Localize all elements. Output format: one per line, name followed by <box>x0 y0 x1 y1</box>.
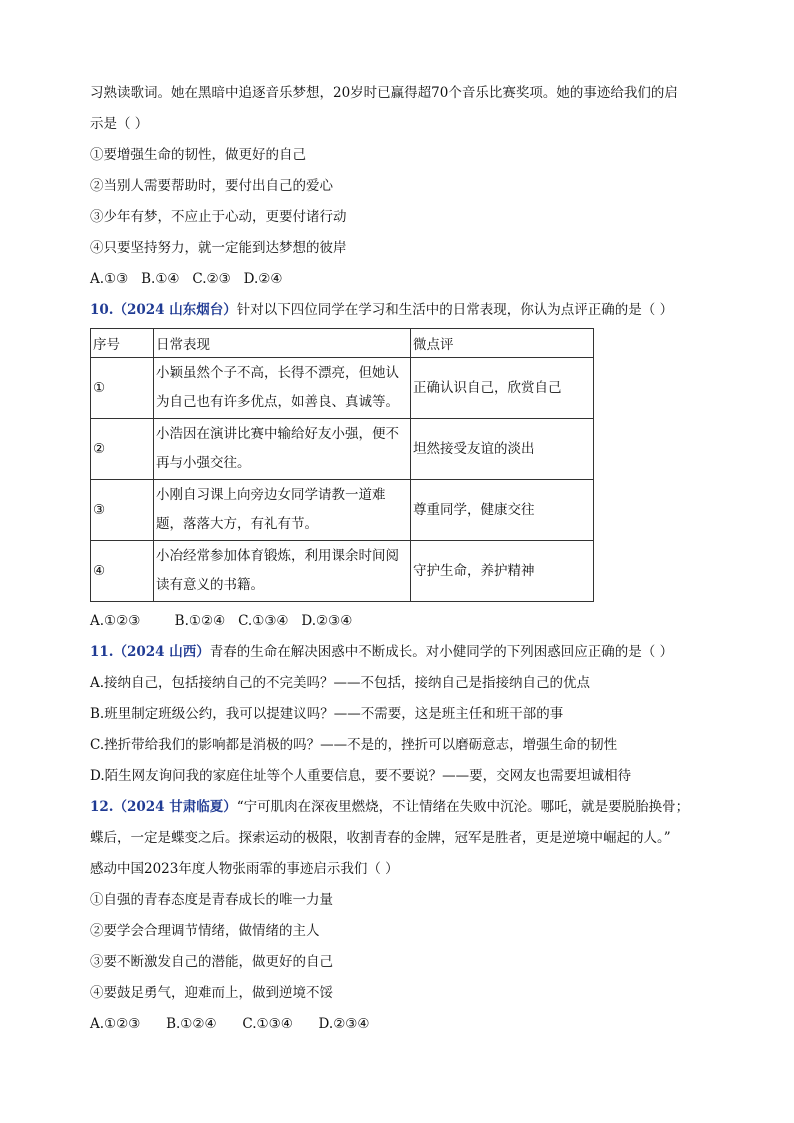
q10-source: （2024 山东烟台） <box>113 302 237 318</box>
q9-item-4: ④只要坚持努力，就一定能到达梦想的彼岸 <box>90 240 347 256</box>
table-row <box>91 358 594 419</box>
q11-header <box>90 637 720 668</box>
row-index: ③ <box>91 480 154 541</box>
row-comment: 尊重同学，健康交往 <box>411 480 594 541</box>
row-behavior: 小刚自习课上向旁边女同学请教一道难题，落落大方，有礼有节。 <box>154 480 411 541</box>
question-11 <box>90 637 720 792</box>
q12-stem-line1: “宁可肌肉在深夜里燃烧，不让情绪在失败中沉沦。哪吒，就是要脱胎换骨； <box>236 799 690 815</box>
row-index: ② <box>91 419 154 480</box>
header-index: 序号 <box>91 329 154 358</box>
row-index: ④ <box>91 541 154 602</box>
q11-choice-a: A.接纳自己，包括接纳自己的不完美吗？——不包括，接纳自己是指接纳自己的优点 <box>90 675 591 691</box>
q11-number: 11. <box>90 644 114 660</box>
question-10 <box>90 295 720 637</box>
row-index: ① <box>91 358 154 419</box>
row-behavior: 小冶经常参加体育锻炼，利用课余时间阅读有意义的书籍。 <box>154 541 411 602</box>
q10-options: A.①②③ B.①②④ C.①③④ D.②③④ <box>90 613 353 629</box>
question-12 <box>90 792 720 1040</box>
q9-item-3: ③少年有梦，不应止于心动，更要付诸行动 <box>90 209 347 225</box>
q10-header <box>90 295 720 326</box>
q9-item-2: ②当别人需要帮助时，要付出自己的爱心 <box>90 178 333 194</box>
q12-source: （2024 甘肃临夏） <box>113 799 237 815</box>
q12-number: 12. <box>90 799 114 815</box>
q12-header <box>90 792 720 823</box>
table-header-row <box>91 329 594 358</box>
row-comment: 正确认识自己，欣赏自己 <box>411 358 594 419</box>
q9-item-1: ①要增强生命的韧性，做更好的自己 <box>90 147 306 163</box>
q9-text-line1: 习熟读歌词。她在黑暗中追逐音乐梦想，20岁时已赢得超70个音乐比赛奖项。她的事迹给我们的启 <box>90 85 678 101</box>
q12-item-3: ③要不断激发自己的潜能，做更好的自己 <box>90 954 333 970</box>
q12-item-4: ④要鼓足勇气，迎难而上，做到逆境不馁 <box>90 985 333 1001</box>
q11-choice-b: B.班里制定班级公约，我可以提建议吗？——不需要，这是班主任和班干部的事 <box>90 706 564 722</box>
q10-table <box>90 328 594 602</box>
question-9 <box>90 78 720 295</box>
q12-item-1: ①自强的青春态度是青春成长的唯一力量 <box>90 892 333 908</box>
header-comment: 微点评 <box>411 329 594 358</box>
q9-text-line2: 示是（ ） <box>90 116 149 132</box>
row-behavior: 小浩因在演讲比赛中输给好友小强，便不再与小强交往。 <box>154 419 411 480</box>
row-comment: 守护生命，养护精神 <box>411 541 594 602</box>
q12-stem-line2: 蝶后，一定是蝶变之后。探索运动的极限，收割青春的金牌，冠军是胜者，更是逆境中崛起的人。” <box>90 830 671 846</box>
q10-number: 10. <box>90 302 114 318</box>
row-comment: 坦然接受友谊的淡出 <box>411 419 594 480</box>
q11-choice-c: C.挫折带给我们的影响都是消极的吗？——不是的，挫折可以磨砺意志，增强生命的韧性 <box>90 737 618 753</box>
q11-stem: 青春的生命在解决困惑中不断成长。对小健同学的下列困惑回应正确的是（ ） <box>209 644 674 660</box>
q11-choice-d: D.陌生网友询问我的家庭住址等个人重要信息，要不要说？——要，交网友也需要坦诚相待 <box>90 768 632 784</box>
q10-stem: 针对以下四位同学在学习和生活中的日常表现，你认为点评正确的是（ ） <box>236 302 674 318</box>
exam-page <box>90 78 720 1040</box>
q11-source: （2024 山西） <box>113 644 210 660</box>
table-row <box>91 480 594 541</box>
row-behavior: 小颖虽然个子不高，长得不漂亮，但她认为自己也有许多优点，如善良、真诚等。 <box>154 358 411 419</box>
header-behavior: 日常表现 <box>154 329 411 358</box>
q12-item-2: ②要学会合理调节情绪，做情绪的主人 <box>90 923 320 939</box>
q9-options: A.①③ B.①④ C.②③ D.②④ <box>90 271 283 287</box>
q12-stem-line3: 感动中国2023年度人物张雨霏的事迹启示我们（ ） <box>90 861 399 877</box>
table-row <box>91 541 594 602</box>
table-row <box>91 419 594 480</box>
q12-options: A.①②③ B.①②④ C.①③④ D.②③④ <box>90 1016 370 1032</box>
